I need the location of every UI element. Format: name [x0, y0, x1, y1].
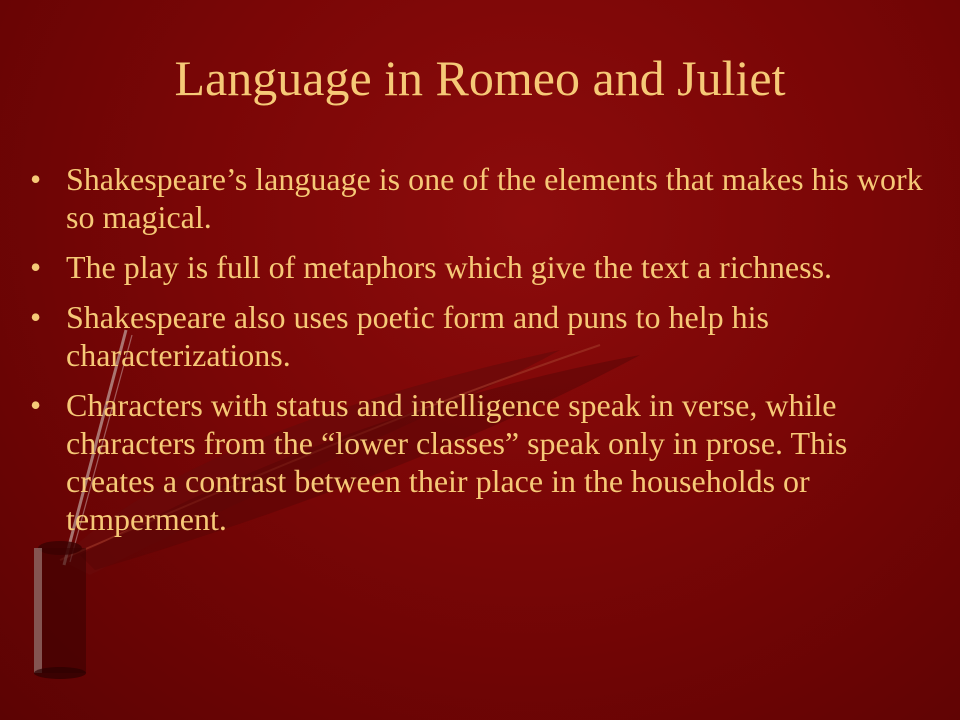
bullet-text: Shakespeare’s language is one of the elements that makes his work so magical. — [66, 161, 923, 235]
bullet-icon: • — [30, 249, 42, 285]
bullet-text: The play is full of metaphors which give the text a richness. — [66, 249, 833, 285]
bullet-icon: • — [30, 161, 42, 197]
bullet-text: Shakespeare also uses poetic form and puns to help his characterizations. — [66, 299, 769, 373]
bullet-list — [30, 160, 935, 550]
bullet-icon: • — [30, 299, 42, 335]
list-item — [30, 160, 935, 236]
bullet-icon: • — [30, 387, 42, 423]
list-item — [30, 386, 935, 538]
list-item — [30, 248, 935, 286]
list-item — [30, 298, 935, 374]
slide-title: Language in Romeo and Juliet — [174, 50, 786, 106]
bullet-text: Characters with status and intelligence speak in verse, while characters from the “lower classes” speak only in prose. This creates a contrast between their place in the households or temperment. — [66, 387, 848, 537]
